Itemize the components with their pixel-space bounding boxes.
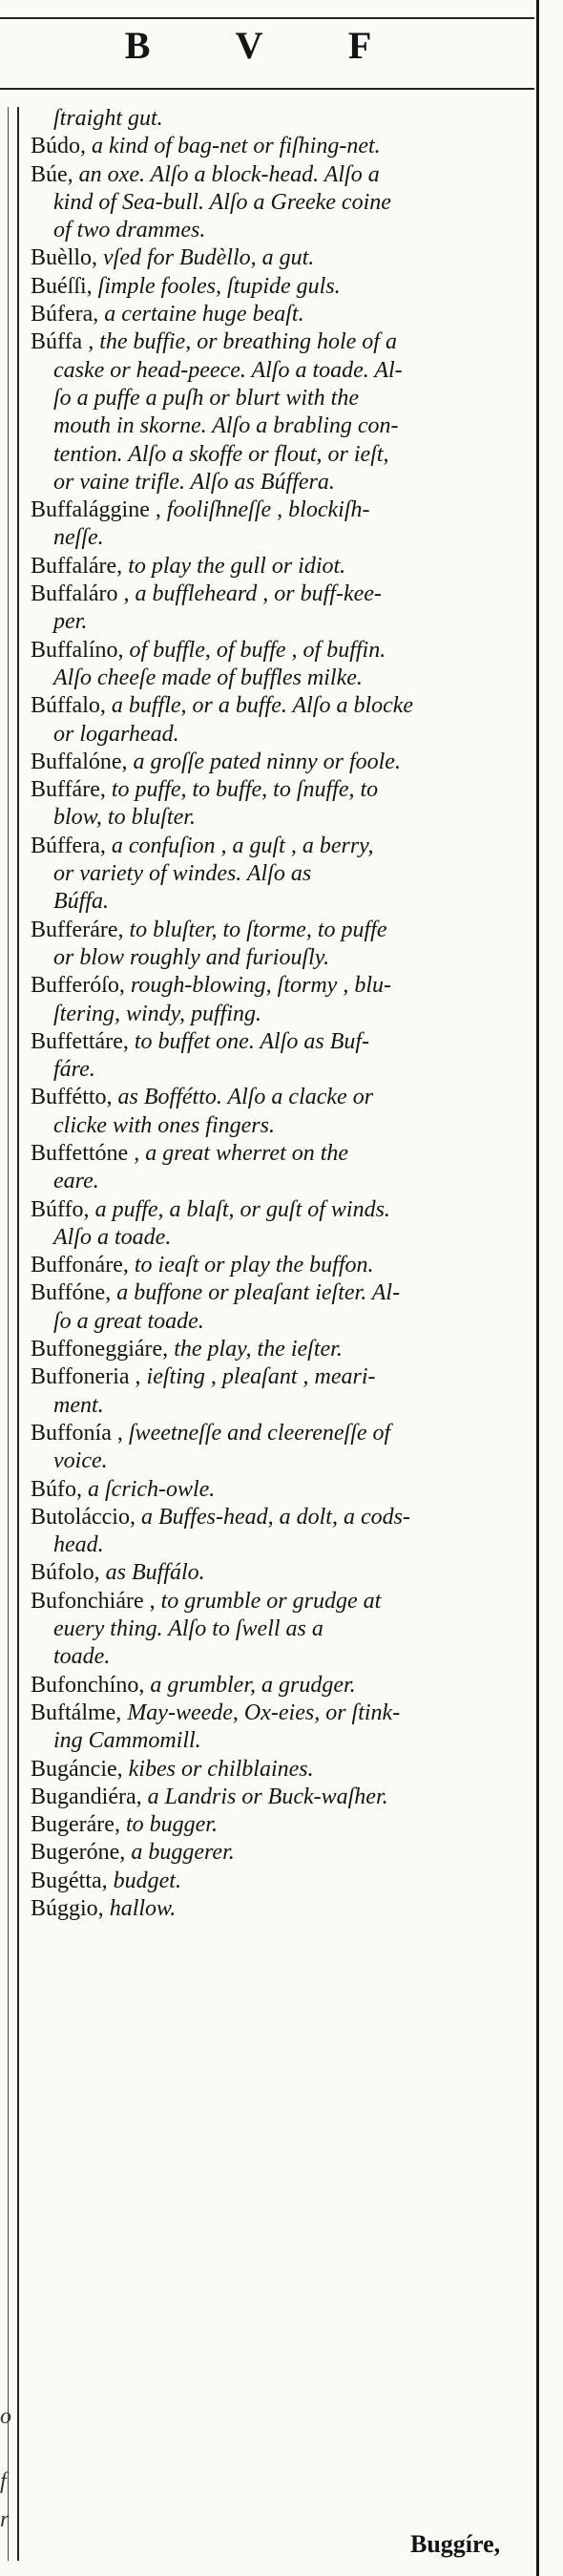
headword: Buéſſi,	[31, 273, 93, 299]
headword: Buffoneria ,	[31, 1364, 141, 1390]
definition-text: neſſe.	[53, 525, 104, 551]
definition-text: a buffle, or a buffe. Alſo a blocke	[105, 693, 414, 719]
entry-line	[31, 749, 532, 776]
dictionary-entry	[31, 749, 532, 776]
entry-line	[31, 1028, 532, 1056]
entry-line	[31, 1392, 532, 1420]
dictionary-entry	[31, 1756, 532, 1784]
definition-text: or blow roughly and furiouſly.	[53, 944, 330, 970]
headword: Buffétto,	[31, 1085, 113, 1110]
dictionary-entry	[31, 1559, 532, 1587]
entry-line	[31, 1308, 532, 1336]
entry-line	[31, 1727, 532, 1755]
headword: Búffa ,	[31, 329, 94, 355]
entry-column	[31, 105, 532, 1923]
entry-line	[31, 944, 532, 972]
headword: Bugandiéra,	[31, 1784, 142, 1809]
dictionary-entry	[31, 1476, 532, 1504]
headword: Bufonchíno,	[31, 1672, 145, 1698]
definition-text: to grumble or grudge at	[155, 1588, 382, 1614]
entry-line	[31, 1756, 532, 1784]
catchword: Buggíre,	[410, 2530, 501, 2558]
entry-line	[31, 357, 532, 385]
entry-line	[31, 301, 532, 328]
entry-line	[31, 1811, 532, 1839]
dictionary-entry	[31, 1895, 532, 1923]
top-rule	[0, 17, 534, 19]
definition-text: a certaine huge beaſt.	[98, 302, 304, 327]
bleed-through-letter: r	[0, 2507, 10, 2532]
definition-text: ſweetneſſe and cleereneſſe of	[122, 1420, 391, 1446]
definition-text: as Buffálo.	[99, 1560, 205, 1586]
definition-text: tention. Alſo a skoffe or flout, or ieſt,	[53, 441, 389, 467]
right-page-edge	[536, 0, 539, 2576]
definition-text: fooliſhneſſe , blockiſh-	[160, 497, 370, 523]
definition-text: a confuſion , a guſt , a berry,	[105, 833, 374, 858]
entry-line	[31, 972, 532, 1000]
definition-text: a great wherret on the	[139, 1140, 349, 1166]
definition-text: or logarhead.	[53, 721, 179, 747]
headword: Bufferóſo,	[31, 973, 125, 999]
dictionary-entry	[31, 1336, 532, 1363]
headword: Buffettóne ,	[31, 1140, 140, 1166]
definition-text: a puffe, a blaſt, or guſt of winds.	[89, 1196, 390, 1222]
headword: Buffettáre,	[31, 1028, 129, 1054]
dictionary-entry	[31, 581, 532, 637]
definition-text: as Boffétto. Alſo a clacke or	[112, 1085, 374, 1110]
headword: Búfera,	[31, 302, 99, 327]
definition-text: to play the gull or idiot.	[122, 553, 346, 579]
headword: Búffera,	[31, 833, 106, 858]
entry-line	[31, 553, 532, 581]
headword: Buffonía ,	[31, 1420, 123, 1446]
definition-text: ſimple fooles, ſtupide guls.	[92, 273, 341, 299]
headword: Búdo,	[31, 134, 87, 159]
dictionary-entry	[31, 244, 532, 272]
headword: Buffonáre,	[31, 1253, 129, 1278]
definition-text: to bugger.	[119, 1812, 218, 1838]
dictionary-entry	[31, 496, 532, 553]
definition-text: Alſo cheeſe made of buffles milke.	[53, 665, 363, 690]
dictionary-entry	[31, 301, 532, 328]
entry-line	[31, 581, 532, 608]
headword: Buffalóne,	[31, 749, 128, 774]
dictionary-entry	[31, 1700, 532, 1756]
headword: Bufferáre,	[31, 917, 124, 942]
headword: Bugeráre,	[31, 1812, 120, 1838]
headword: Bugétta,	[31, 1868, 108, 1893]
entry-line	[31, 1056, 532, 1084]
dictionary-entry	[31, 917, 532, 973]
definition-text: a groſſe pated ninny or foole.	[127, 749, 401, 774]
headword: Buffaláre,	[31, 553, 123, 579]
entry-line	[31, 1252, 532, 1279]
headword: Buffóne,	[31, 1280, 112, 1306]
entry-line	[31, 1784, 532, 1811]
entry-line	[31, 721, 532, 749]
entry-line	[31, 1672, 532, 1700]
definition-text: to buffet one. Alſo as Buf-	[128, 1028, 370, 1054]
dictionary-entry	[31, 1784, 532, 1811]
entry-line	[31, 888, 532, 916]
dictionary-entry	[31, 1868, 532, 1895]
dictionary-entry	[31, 105, 532, 133]
entry-line	[31, 496, 532, 524]
entry-line	[31, 189, 532, 217]
entry-line	[31, 412, 532, 440]
definition-text: of buffle, of buffe , of buffin.	[123, 637, 386, 663]
entry-line	[31, 441, 532, 469]
definition-text: a Buffes-head, a dolt, a cods-	[135, 1504, 410, 1530]
entry-line	[31, 1224, 532, 1252]
bleed-through-letter: o	[0, 2404, 11, 2429]
entry-line	[31, 161, 532, 189]
headword: Búfo,	[31, 1476, 82, 1502]
entry-line	[31, 1588, 532, 1615]
bleed-through-letter: f	[0, 2469, 7, 2494]
definition-text: blow, to bluſter.	[53, 805, 196, 831]
entry-line	[31, 244, 532, 272]
header-rule	[0, 88, 534, 90]
definition-text: ſo a puffe a puſh or blurt with the	[53, 385, 360, 411]
dictionary-entry	[31, 133, 532, 160]
entry-line	[31, 469, 532, 496]
definition-text: clicke with ones fingers.	[53, 1112, 275, 1138]
definition-text: May-weede, Ox-eies, or ſtink-	[121, 1700, 401, 1725]
headword: Bugeróne,	[31, 1840, 126, 1866]
definition-text: budget.	[107, 1868, 181, 1893]
definition-text: fáre.	[53, 1057, 95, 1083]
dictionary-entry	[31, 328, 532, 496]
entry-line	[31, 692, 532, 720]
dictionary-entry	[31, 776, 532, 833]
entry-line	[31, 1336, 532, 1363]
entry-line	[31, 133, 532, 160]
headword: Bufonchiáre ,	[31, 1588, 156, 1614]
dictionary-entry	[31, 161, 532, 245]
definition-text: ſtraight gut.	[53, 106, 163, 131]
definition-text: the buffie, or breathing hole of a	[94, 329, 397, 355]
definition-text: a buffone or pleaſant ieſter. Al-	[111, 1280, 401, 1306]
dictionary-entry	[31, 972, 532, 1028]
definition-text: vſed for Budèllo, a gut.	[97, 245, 315, 271]
entry-line	[31, 328, 532, 356]
dictionary-entry	[31, 1196, 532, 1253]
headword: Búggio,	[31, 1896, 104, 1921]
dictionary-entry	[31, 1084, 532, 1140]
entry-line	[31, 833, 532, 860]
definition-text: a buggerer.	[125, 1840, 235, 1866]
definition-text: to bluſter, to ſtorme, to puffe	[123, 917, 387, 942]
entry-line	[31, 1643, 532, 1671]
dictionary-entry	[31, 1672, 532, 1700]
definition-text: ſo a great toade.	[53, 1308, 204, 1334]
definition-text: voice.	[53, 1448, 108, 1474]
definition-text: a ſcrich-owle.	[82, 1476, 216, 1502]
entry-line	[31, 665, 532, 692]
definition-text: per.	[53, 609, 88, 635]
definition-text: euery thing. Alſo to ſwell as a	[53, 1616, 323, 1642]
entry-line	[31, 1279, 532, 1307]
entry-line	[31, 608, 532, 636]
definition-text: toade.	[53, 1644, 111, 1670]
headword: Buftálme,	[31, 1700, 122, 1725]
dictionary-entry	[31, 1839, 532, 1867]
entry-line	[31, 1895, 532, 1923]
definition-text: ing Cammomill.	[53, 1728, 201, 1754]
definition-text: Búffa.	[53, 889, 109, 915]
entry-line	[31, 385, 532, 412]
entry-line	[31, 1615, 532, 1643]
entry-line	[31, 917, 532, 944]
entry-line	[31, 1084, 532, 1111]
definition-text: mouth in skorne. Alſo a brabling con-	[53, 413, 399, 439]
definition-text: of two drammes.	[53, 218, 206, 243]
entry-line	[31, 1504, 532, 1531]
dictionary-entry	[31, 273, 532, 301]
definition-text: ment.	[53, 1392, 104, 1418]
dictionary-entry	[31, 1252, 532, 1279]
entry-line	[31, 1447, 532, 1475]
definition-text: hallow.	[103, 1896, 177, 1921]
entry-line	[31, 1868, 532, 1895]
headword: Buffaláro ,	[31, 581, 130, 607]
entry-line	[31, 1559, 532, 1587]
entry-line	[31, 637, 532, 665]
definition-text: eare.	[53, 1169, 99, 1194]
headword: Buffalággine ,	[31, 497, 161, 523]
dictionary-entry	[31, 1363, 532, 1420]
dictionary-entry	[31, 553, 532, 581]
dictionary-entry	[31, 1504, 532, 1560]
gutter-rule-thin	[8, 107, 9, 2561]
headword: Buèllo,	[31, 245, 97, 271]
entry-line	[31, 1168, 532, 1195]
headword: Búe,	[31, 161, 73, 187]
definition-text: a kind of bag-net or fiſhing-net.	[86, 134, 381, 159]
entry-line	[31, 1140, 532, 1168]
entry-line	[31, 1196, 532, 1224]
dictionary-entry	[31, 692, 532, 749]
headword: Búfolo,	[31, 1560, 100, 1586]
entry-line	[31, 217, 532, 244]
headword: Búffalo,	[31, 693, 106, 719]
definition-text: the play, the ieſter.	[168, 1337, 343, 1362]
entry-line	[31, 1476, 532, 1504]
definition-text: kind of Sea-bull. Alſo a Greeke coine	[53, 189, 391, 215]
entry-line	[31, 105, 532, 133]
definition-text: ieſting , pleaſant , meari-	[140, 1364, 376, 1390]
headword: Buffáre,	[31, 777, 106, 803]
definition-text: a grumbler, a grudger.	[144, 1672, 356, 1698]
definition-text: an oxe. Alſo a block-head. Alſo a	[73, 161, 380, 187]
definition-text: to ieaſt or play the buffon.	[128, 1253, 374, 1278]
entry-line	[31, 524, 532, 552]
definition-text: Alſo a toade.	[53, 1224, 172, 1250]
page-header: B V F	[124, 24, 410, 67]
entry-line	[31, 776, 532, 804]
definition-text: to puffe, to buffe, to ſnuffe, to	[105, 777, 379, 803]
entry-line	[31, 273, 532, 301]
dictionary-entry	[31, 637, 532, 693]
entry-line	[31, 804, 532, 832]
entry-line	[31, 1531, 532, 1559]
definition-text: head.	[53, 1532, 104, 1558]
entry-line	[31, 860, 532, 888]
dictionary-entry	[31, 1588, 532, 1672]
dictionary-entry	[31, 1420, 532, 1476]
headword: Buffalíno,	[31, 637, 124, 663]
definition-text: kibes or chilblaines.	[122, 1756, 314, 1782]
definition-text: or variety of windes. Alſo as	[53, 861, 312, 887]
headword: Buffoneggiáre,	[31, 1337, 169, 1362]
dictionary-entry	[31, 1279, 532, 1336]
definition-text: caske or head-peece. Alſo a toade. Al-	[53, 357, 403, 383]
headword: Butoláccio,	[31, 1504, 136, 1530]
definition-text: a Landris or Buck-waſher.	[141, 1784, 388, 1809]
entry-line	[31, 1001, 532, 1028]
headword: Búffo,	[31, 1196, 90, 1222]
entry-line	[31, 1839, 532, 1867]
gutter-rule-thick	[17, 107, 19, 2561]
entry-line	[31, 1420, 532, 1447]
dictionary-entry	[31, 1140, 532, 1196]
definition-text: rough-blowing, ſtormy , blu-	[124, 973, 391, 999]
entry-line	[31, 1112, 532, 1140]
entry-line	[31, 1363, 532, 1391]
headword: Bugáncie,	[31, 1756, 123, 1782]
dictionary-entry	[31, 833, 532, 917]
definition-text: or vaine trifle. Alſo as Búffera.	[53, 469, 335, 495]
entry-line	[31, 1700, 532, 1727]
definition-text: ſtering, windy, puffing.	[53, 1001, 262, 1026]
definition-text: a buffleheard , or buff-kee-	[129, 581, 382, 607]
dictionary-entry	[31, 1811, 532, 1839]
dictionary-entry	[31, 1028, 532, 1085]
